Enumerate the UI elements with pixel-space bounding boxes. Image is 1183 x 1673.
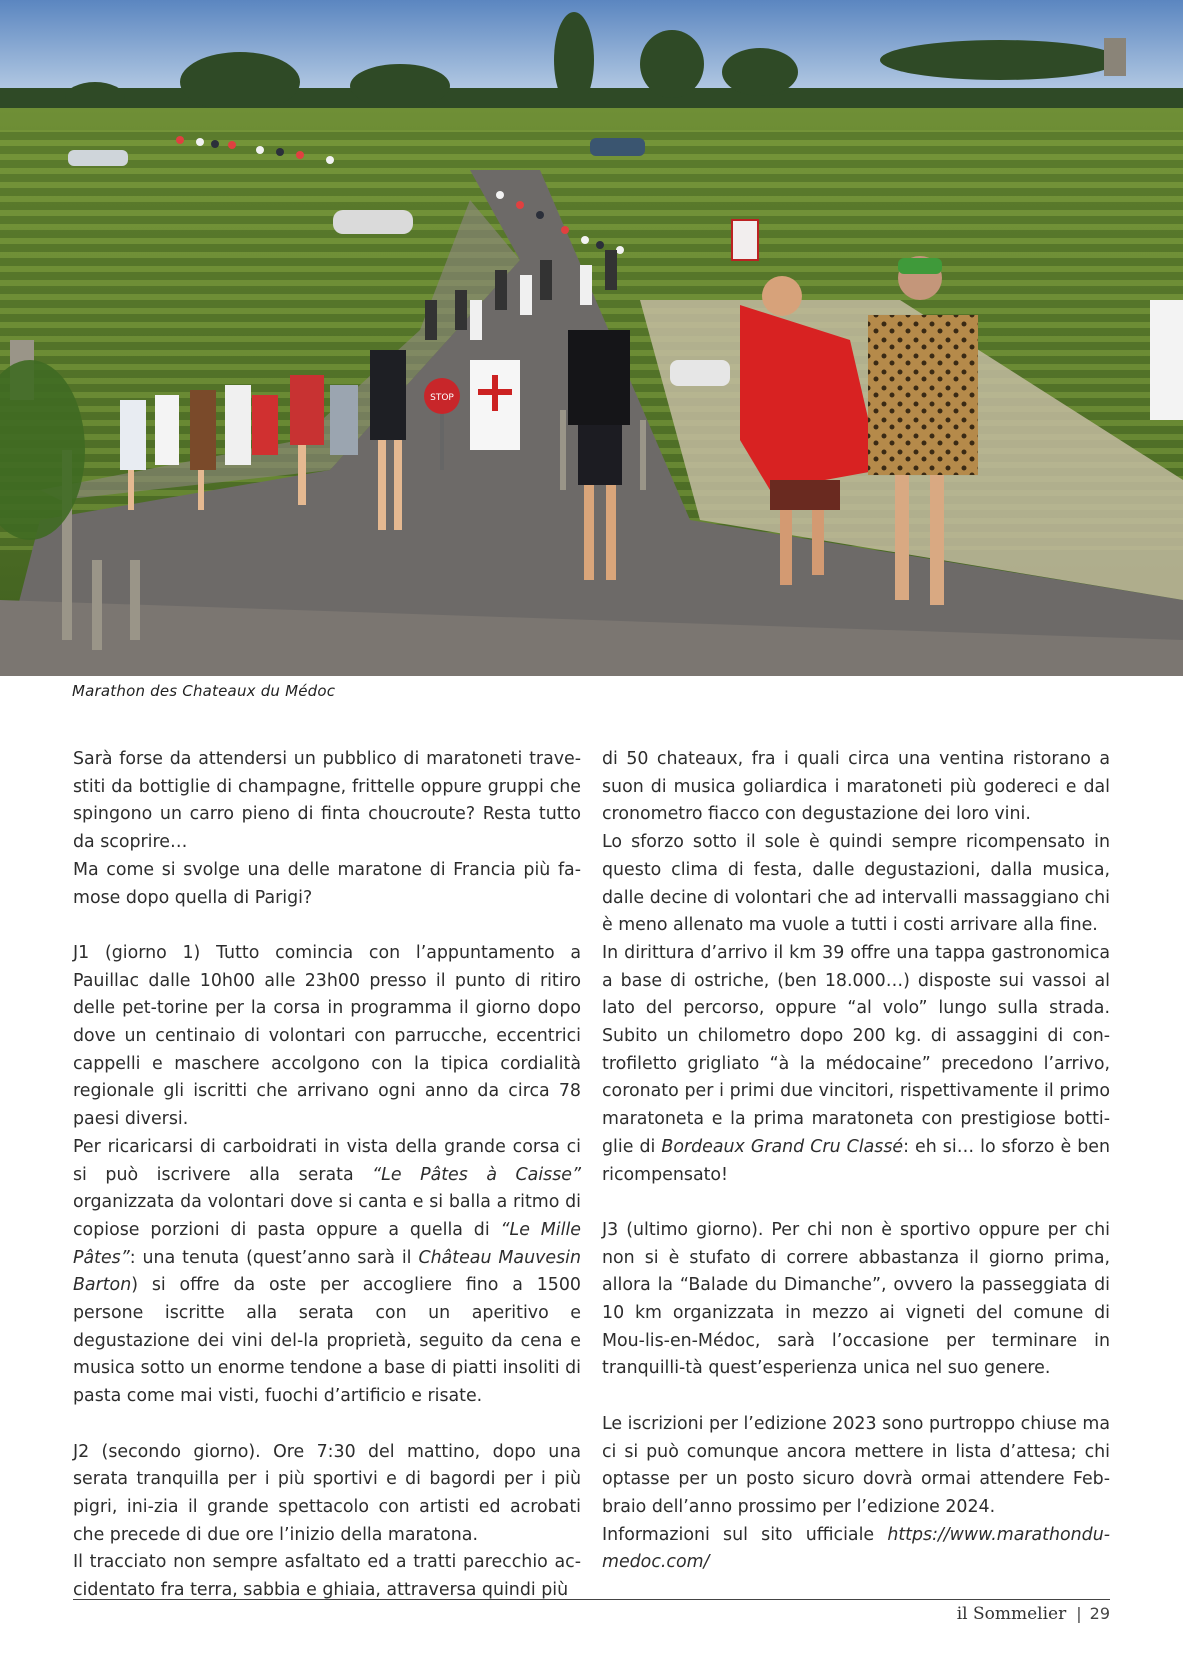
article-column-right xyxy=(602,746,1110,1577)
footer-divider xyxy=(73,1599,1110,1600)
photo-caption: Marathon des Chateaux du Médoc xyxy=(72,682,336,700)
magazine-name: il Sommelier xyxy=(956,1604,1067,1624)
paragraph: J1 (giorno 1) Tutto comincia con l’appuntamento a Pauillac dalle 10h00 alle 23h00 presso il punto di ritiro delle pet-torine per la corsa in programma il giorno dopo dove un centinaio di volontari con parrucche, eccentrici cappelli e maschere accolgono con la tipica cordialità regionale gli iscritti che arrivano ogni anno da circa 78 paesi diversi. xyxy=(73,942,581,1130)
paragraph: Informazioni sul sito ufficiale https://www.marathondu-medoc.com/ xyxy=(602,1524,1110,1573)
vineyard-scene-illustration xyxy=(0,0,1183,676)
page-number: 29 xyxy=(1089,1604,1110,1623)
paragraph: J2 (secondo giorno). Ore 7:30 del mattino, dopo una serata tranquilla per i più sportivi e di bagordi per i più pigri, ini-zia il grande spettacolo con artisti ed acrobati che precede di due ore l’inizio della maratona. xyxy=(73,1441,581,1545)
wine-name: Bordeaux Grand Cru Classé xyxy=(661,1136,904,1157)
paragraph: Per ricaricarsi di carboidrati in vista della grande corsa ci si può iscrivere alla serata “Le Pâtes à Caisse” organizzata da volontari dove si canta e si balla a ritmo di copiose porzioni di pasta oppure a quella di “Le Mille Pâtes”: una tenuta (quest’anno sarà il Château Mauvesin Barton) si offre da oste per accogliere fino a 1500 persone iscritte alla serata con un aperitivo e degustazione dei vini del-la proprietà, seguito da cena e musica sotto un enorme tendone a base di piatti insoliti di pasta come mai visti, fuochi d’artificio e risate. xyxy=(73,1136,582,1407)
event-name: “Le Mille Pâtes” xyxy=(73,1219,582,1268)
event-name: “Le Pâtes à Caisse” xyxy=(372,1164,581,1185)
article-column-left xyxy=(73,746,581,1605)
footer-separator: | xyxy=(1076,1604,1082,1623)
paragraph: J3 (ultimo giorno). Per chi non è sportivo oppure per chi non si è stufato di correre abbastanza il giorno prima, allora la “Balade du Dimanche”, ovvero la passeggiata di 10 km organizzata in mezzo ai vigneti del comune di Mou-lis-en-Médoc, sarà l’occasione per terminare in tranquilli-tà quest’esperienza unica nel suo genere. xyxy=(602,1219,1110,1379)
paragraph: Ma come si svolge una delle maratone di Francia più fa-mose dopo quella di Parigi? xyxy=(73,859,581,908)
paragraph: In dirittura d’arrivo il km 39 offre una tappa gastronomica a base di ostriche, (ben 18.000…) disposte sui vassoi al lato del percorso, oppure “al volo” lungo sulla strada. Subito un chilometro dopo 200 kg. di assaggini di con-trofiletto grigliato “à la médocaine” precedono l’arrivo, coronato per i primi due vincitori, rispettivamente il primo maratoneta e la prima maratoneta con prestigiose botti-glie di Bordeaux Grand Cru Classé: eh si… lo sforzo è ben ricompensato! xyxy=(602,942,1110,1185)
marathon-photo xyxy=(0,0,1183,676)
website-link[interactable]: https://www.marathondu-medoc.com/ xyxy=(602,1524,1110,1573)
page-footer xyxy=(957,1604,1110,1624)
paragraph: Sarà forse da attendersi un pubblico di maratoneti trave-stiti da bottiglie di champagne, frittelle oppure gruppi che spingono un carro pieno di finta choucroute? Resta tutto da scoprire… xyxy=(73,749,581,853)
chateau-name: Château Mauvesin Barton xyxy=(73,1247,581,1296)
paragraph: Il tracciato non sempre asfaltato ed a tratti parecchio ac-cidentato fra terra, sabbia e ghiaia, attraversa quindi più xyxy=(73,1552,581,1601)
paragraph: di 50 chateaux, fra i quali circa una ventina ristorano a suon di musica goliardica i maratoneti più godereci e dal cronometro fiacco con degustazione dei loro vini. xyxy=(602,749,1110,825)
paragraph: Le iscrizioni per l’edizione 2023 sono purtroppo chiuse ma ci si può comunque ancora mettere in lista d’attesa; chi optasse per un posto sicuro dovrà ormai attendere Feb-braio dell’anno prossimo per l’edizione 2024. xyxy=(602,1413,1110,1517)
paragraph: Lo sforzo sotto il sole è quindi sempre ricompensato in questo clima di festa, dalle degustazioni, dalla musica, dalle decine di volontari che ad intervalli massaggiano chi è meno allenato ma vuole a tutti i costi arrivare alla fine. xyxy=(602,832,1110,936)
stop-sign-text: STOP xyxy=(430,393,454,403)
